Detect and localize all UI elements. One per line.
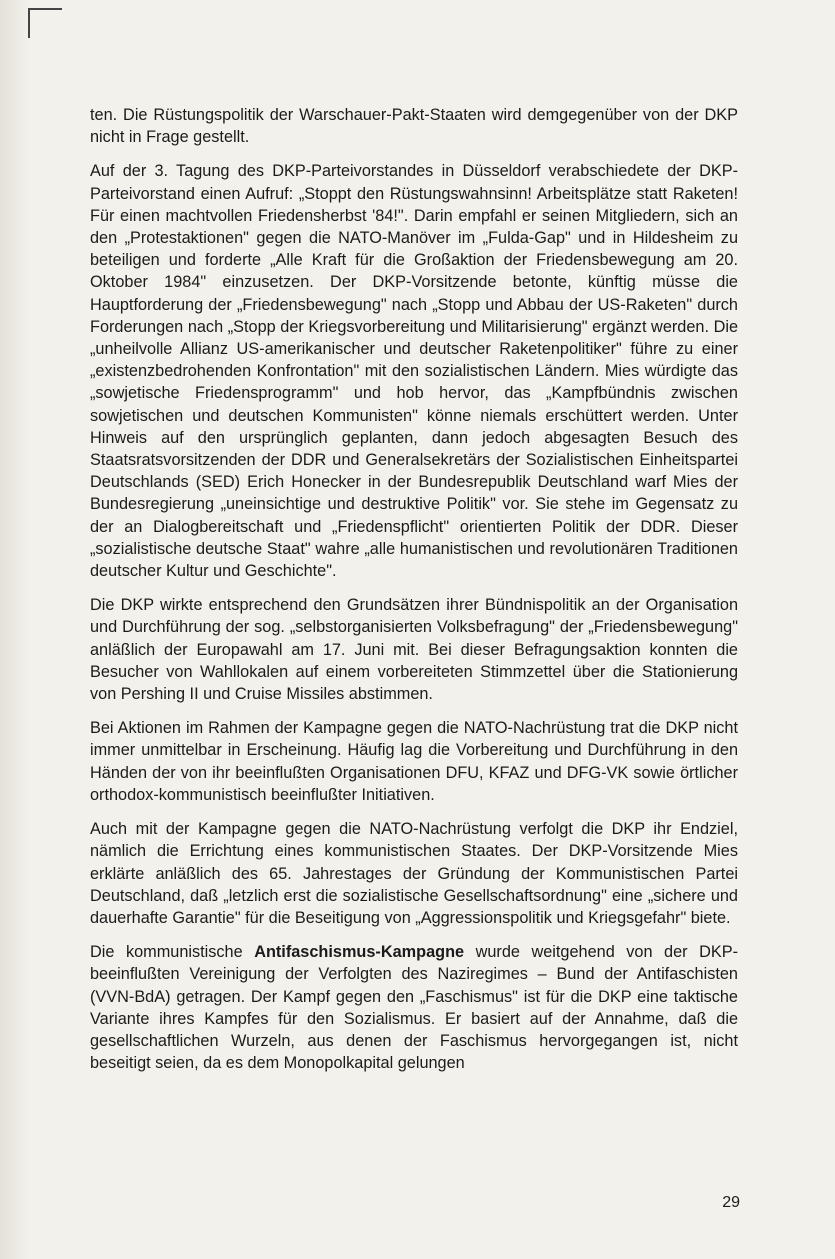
- paragraph-6: [90, 941, 738, 1074]
- paragraph-6-lead: Die kommunistische: [90, 943, 255, 962]
- campaign-term: Antifaschismus-Kampagne: [254, 943, 465, 962]
- crop-mark: [28, 8, 62, 11]
- paragraph-3: Die DKP wirkte entsprechend den Grundsätzen ihrer Bündnispolitik an der Organisation und Durchführung der sog. „selbstorganisierten Volksbefragung" der „Friedensbewegung" anläßlich der Europawahl am 17. Juni mit. Bei dieser Befragungsaktion konnten die Besucher von Wahllokalen auf einem vorbereiteten Stimmzettel über die Stationierung von Pershing II und Cruise Missiles abstimmen.: [90, 596, 738, 704]
- paragraph-4: Bei Aktionen im Rahmen der Kampagne gegen die NATO-Nachrüstung trat die DKP nicht immer unmittelbar in Erscheinung. Häufig lag die Vorbereitung und Durchführung in den Händen der von ihr beeinflußten Organisationen DFU, KFAZ und DFG-VK sowie örtlicher orthodox-kommunistisch beeinflußter Initiativen.: [90, 719, 738, 804]
- page-edge: [0, 0, 30, 1259]
- page-number: 29: [722, 1194, 740, 1211]
- paragraph-5: Auch mit der Kampagne gegen die NATO-Nachrüstung verfolgt die DKP ihr Endziel, nämlich die Errichtung eines kommunistischen Staates. Der DKP-Vorsitzende Mies erklärte anläßlich des 65. Jahrestages der Gründung der Kommunistischen Partei Deutschland, daß „letzlich erst die sozialistische Gesellschaftsordnung" eine „sichere und dauerhafte Garantie" für die Beseitigung von „Aggressionspolitik und Kriegsgefahr" biete.: [90, 820, 738, 927]
- body-text: [90, 104, 738, 1086]
- paragraph-2: Auf der 3. Tagung des DKP-Parteivorstandes in Düsseldorf verabschiedete der DKP-Parteivorstand einen Aufruf: „Stoppt den Rüstungswahnsinn! Arbeitsplätze statt Raketen! Für einen machtvollen Friedensherbst '84!". Darin empfahl er seinen Mitgliedern, sich an den „Protestaktionen" gegen die NATO-Manöver im „Fulda-Gap" und in Hildesheim zu beteiligen und forderte „Alle Kraft für die Großaktion der Friedensbewegung am 20. Oktober 1984" einzusetzen. Der DKP-Vorsitzende betonte, künftig müsse die Hauptforderung der „Friedensbewegung" nach „Stopp und Abbau der US-Raketen" durch Forderungen nach „Stopp der Kriegsvorbereitung und Militarisierung" ergänzt werden. Die „unheilvolle Allianz US-amerikanischer und deutscher Raketenpolitiker" führe zu einer „existenzbedrohenden Konfrontation" mit den sozialistischen Ländern. Mies würdigte das „sowjetische Friedensprogramm" und hob hervor, das „Kampfbündnis zwischen sowjetischen und deutschen Kommunisten" könne niemals erschüttert werden. Unter Hinweis auf den ursprünglich geplanten, dann jedoch abgesagten Besuch des Staatsratsvorsitzenden der DDR und Generalsekretärs der Sozialistischen Einheitspartei Deutschlands (SED) Erich Honecker in der Bundesrepublik Deutschland warf Mies der Bundesregierung „uneinsichtige und destruktive Politik" vor. Sie stehe im Gegensatz zu der an Dialogbereitschaft und „Friedenspflicht" orientierten Politik der DDR. Dieser „sozialistische deutsche Staat" wahre „alle humanistischen und revolutionären Traditionen deutscher Kultur und Geschichte".: [90, 162, 738, 581]
- paragraph-6-rest: wurde weitgehend von der DKP-beeinflußten Vereinigung der Verfolgten des Naziregimes – Bund der Antifaschisten (VVN-BdA) getragen. Der Kampf gegen den „Faschismus" ist für die DKP eine taktische Variante ihres Kampfes für den Sozialismus. Er basiert auf der Annahme, daß die gesellschaftlichen Wurzeln, aus denen der Faschismus hervorgegangen ist, nicht beseitigt seien, da es dem Monopolkapital gelungen: [90, 943, 738, 1073]
- crop-mark-vertical: [28, 8, 31, 38]
- paragraph-1: ten. Die Rüstungspolitik der Warschauer-Pakt-Staaten wird demgegenüber von der DKP nicht in Frage gestellt.: [90, 106, 738, 147]
